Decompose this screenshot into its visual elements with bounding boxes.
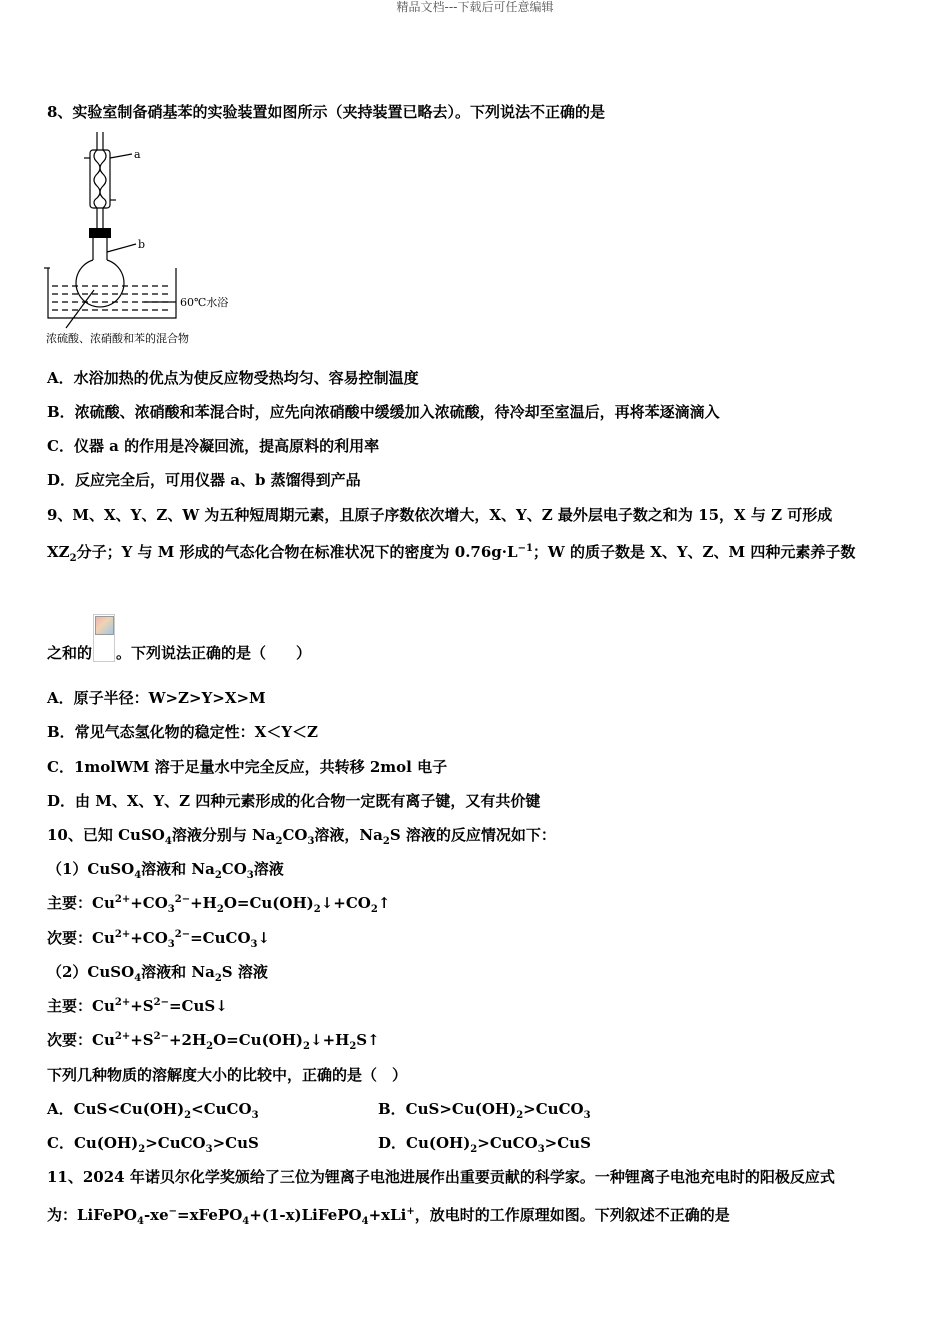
nitrobenzene-apparatus-figure	[44, 128, 234, 348]
q10-part2: （2）CuSO$_4$溶液和 $Na_2S$ 溶液	[47, 963, 268, 984]
label-a: a	[134, 148, 141, 161]
broken-image-icon	[93, 614, 115, 662]
q8-option-c: C．仪器 a 的作用是冷凝回流，提高原料的利用率	[47, 437, 380, 455]
page-header: 精品文档---下载后可任意编辑	[396, 0, 554, 14]
q10-stem: 10、已知 CuSO$_4$溶液分别与 $Na_2CO_3$溶液，$Na_2S$ 溶液的反应情况如下：	[47, 826, 556, 847]
q10-question: 下列几种物质的溶解度大小的比较中，正确的是（ ）	[47, 1066, 408, 1084]
figure-caption: 浓硫酸、浓硝酸和苯的混合物	[46, 332, 189, 345]
q9-line1: 9、M、X、Y、Z、W 为五种短周期元素，且原子序数依次增大，X、Y、Z 最外层电子数之和为 15，X 与 Z 可形成	[47, 506, 833, 524]
q9-option-c: C．1molWM 溶于足量水中完全反应，共转移 2mol 电子	[47, 758, 448, 776]
q9-option-a: A．原子半径：W>Z>Y>X>M	[47, 689, 266, 707]
q10-main-reaction-1: 主要：$Cu^{2+}+CO_3^{2-}+H_2O=Cu(OH)_2↓+CO_2↑$	[47, 894, 391, 915]
q10-minor-reaction-1: 次要：$Cu^{2+}+CO_3^{2-}=CuCO_3↓$	[47, 929, 271, 950]
q10-main-reaction-2: 主要：$Cu^{2+}+S^{2-}=CuS↓$	[47, 997, 228, 1015]
q10-minor-reaction-2: 次要：$Cu^{2+}+S^{2-}+2H_2O=Cu(OH)_2↓+H_2S↑$	[47, 1031, 380, 1052]
q10-part1: （1）CuSO$_4$溶液和 $Na_2CO_3$溶液	[47, 860, 284, 881]
label-b: b	[138, 238, 146, 251]
q11-line2: 为：LiFePO$_4$-xe−=xFePO$_4$+(1-x)LiFePO$_4$+xLi+，放电时的工作原理如图。下列叙述不正确的是	[47, 1206, 730, 1227]
q9-option-b: B．常见气态氢化物的稳定性：X＜Y＜Z	[47, 723, 318, 741]
q9-line3: 之和的 。下列说法正确的是（ ）	[47, 614, 311, 676]
q9-option-d: D．由 M、X、Y、Z 四种元素形成的化合物一定既有离子键，又有共价键	[47, 792, 541, 810]
q10-option-a: A．$CuS<Cu(OH)_2<CuCO_3$	[47, 1100, 259, 1121]
q10-option-b: B．$CuS>Cu(OH)_2>CuCO_3$	[378, 1100, 591, 1121]
q8-stem: 8、实验室制备硝基苯的实验装置如图所示（夹持装置已略去）。下列说法不正确的是	[47, 103, 605, 121]
q8-option-d: D．反应完全后，可用仪器 a、b 蒸馏得到产品	[47, 471, 361, 489]
q9-line2: $XZ_2$分子；Y 与 M 形成的气态化合物在标准状况下的密度为 $0.76g\cdot L^{-1}$；W 的质子数是 X、Y、Z、M 四种元素养子数	[47, 543, 856, 564]
label-water-bath: 60℃水浴	[180, 296, 229, 309]
q11-line1: 11、2024 年诺贝尔化学奖颁给了三位为锂离子电池进展作出重要贡献的科学家。一种锂离子电池充电时的阳极反应式	[47, 1168, 835, 1186]
q8-option-b: B．浓硫酸、浓硝酸和苯混合时，应先向浓硝酸中缓缓加入浓硫酸，待冷却至室温后，再将苯逐滴滴入	[47, 403, 720, 421]
q10-option-d: D．$Cu(OH)_2>CuCO_3>CuS$	[378, 1134, 591, 1155]
q8-option-a: A．水浴加热的优点为使反应物受热均匀、容易控制温度	[47, 369, 419, 387]
q10-option-c: C．$Cu(OH)_2>CuCO_3>CuS$	[47, 1134, 259, 1155]
